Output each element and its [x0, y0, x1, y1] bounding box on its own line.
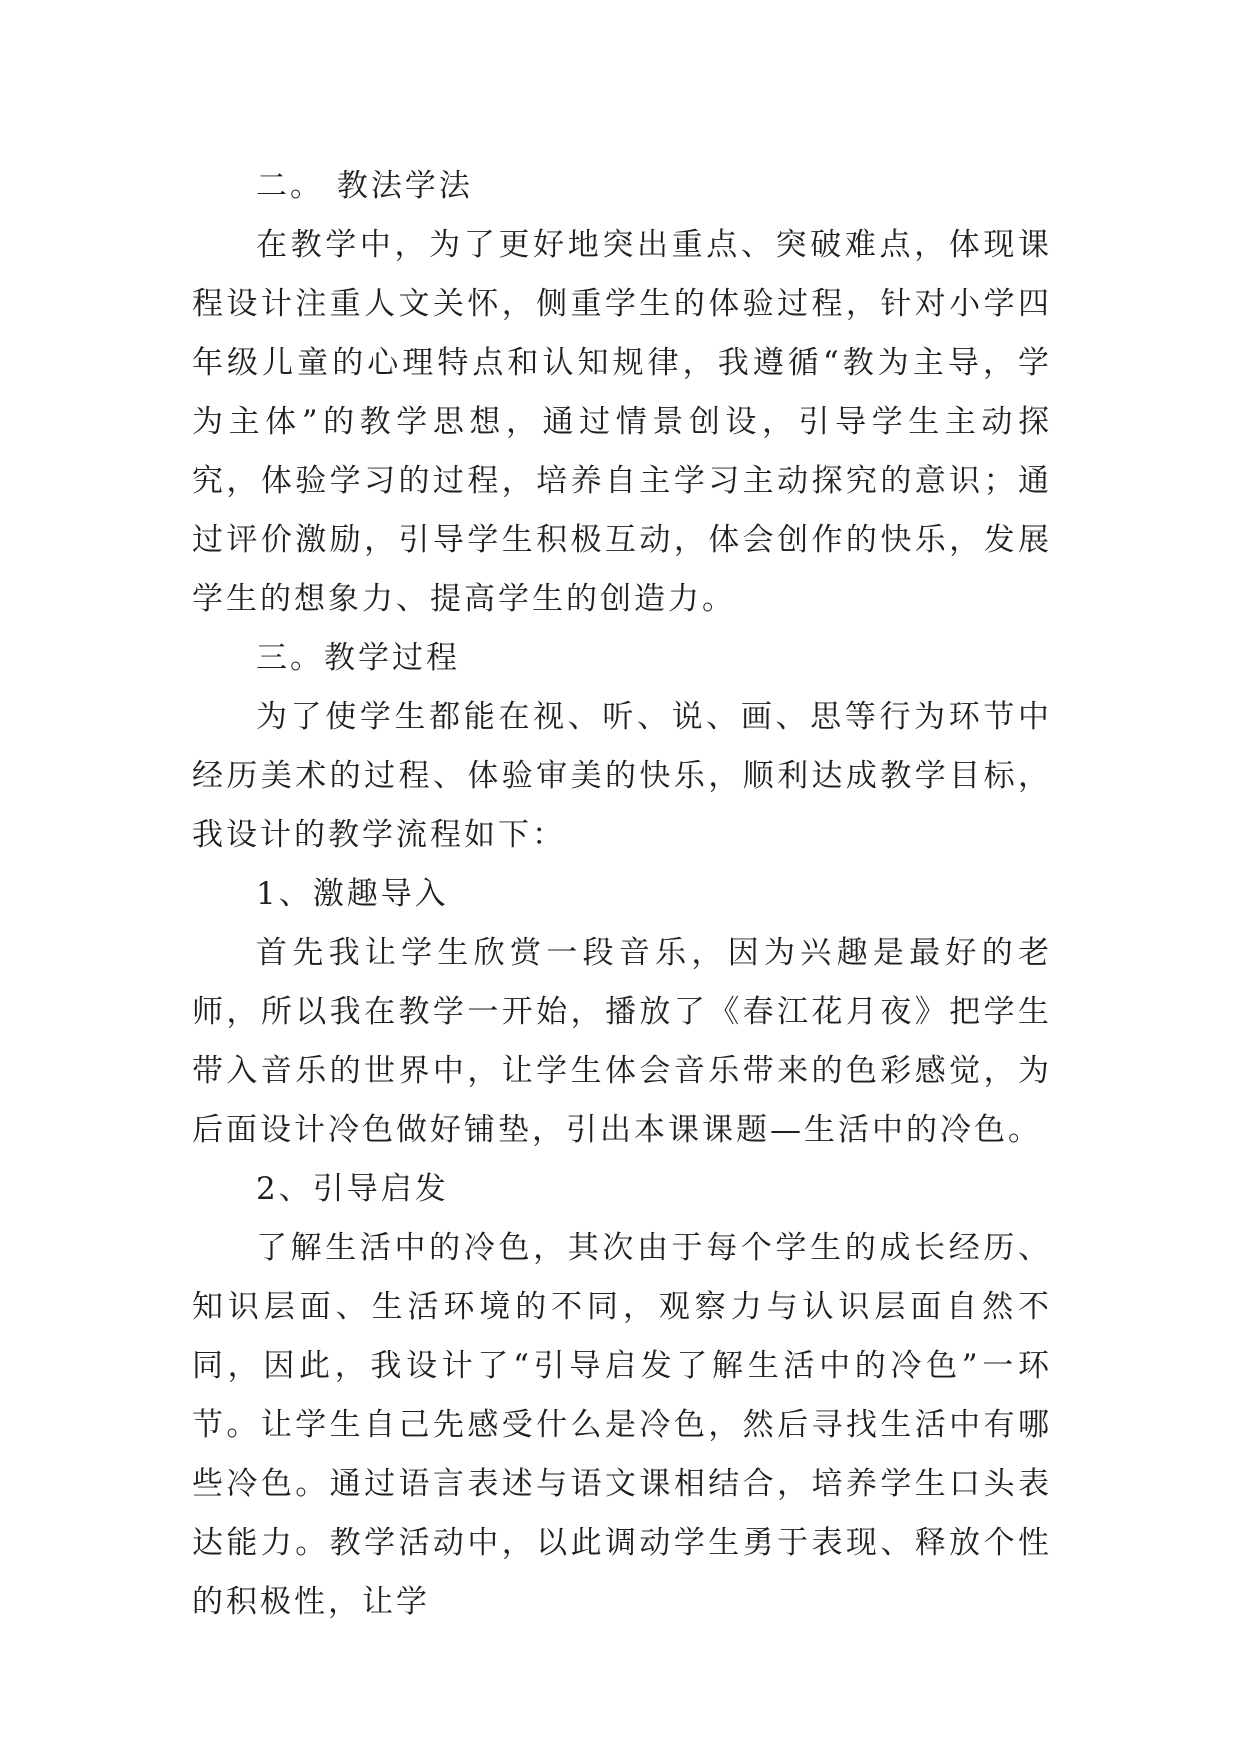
- paragraph-intro: 首先我让学生欣赏一段音乐，因为兴趣是最好的老师，所以我在教学一开始，播放了《春江花月夜》把学生带入音乐的世界中，让学生体会音乐带来的色彩感觉，为后面设计冷色做好铺垫，引出本课课题—生活中的冷色。: [192, 935, 1052, 1148]
- paragraph-guidance: 了解生活中的冷色，其次由于每个学生的成长经历、知识层面、生活环境的不同，观察力与认识层面自然不同，因此，我设计了“引导启发了解生活中的冷色”一环节。让学生自己先感受什么是冷色，然后寻找生活中有哪些冷色。通过语言表述与语文课相结合，培养学生口头表达能力。教学活动中，以此调动学生勇于表现、释放个性的积极性，让学: [192, 1230, 1052, 1620]
- document-body: [192, 157, 1052, 1632]
- subheading-guidance: 2、引导启发: [256, 1171, 449, 1207]
- section-heading-methods: 二。 教法学法: [256, 168, 473, 204]
- subheading-intro: 1、激趣导入: [256, 876, 449, 912]
- paragraph-process: 为了使学生都能在视、听、说、画、思等行为环节中经历美术的过程、体验审美的快乐，顺利达成教学目标，我设计的教学流程如下：: [192, 699, 1052, 853]
- paragraph-methods: 在教学中，为了更好地突出重点、突破难点，体现课程设计注重人文关怀，侧重学生的体验过程，针对小学四年级儿童的心理特点和认知规律，我遵循“教为主导，学为主体”的教学思想，通过情景创设，引导学生主动探究，体验学习的过程，培养自主学习主动探究的意识；通过评价激励，引导学生积极互动，体会创作的快乐，发展学生的想象力、提高学生的创造力。: [192, 227, 1052, 617]
- section-heading-process: 三。教学过程: [256, 640, 460, 676]
